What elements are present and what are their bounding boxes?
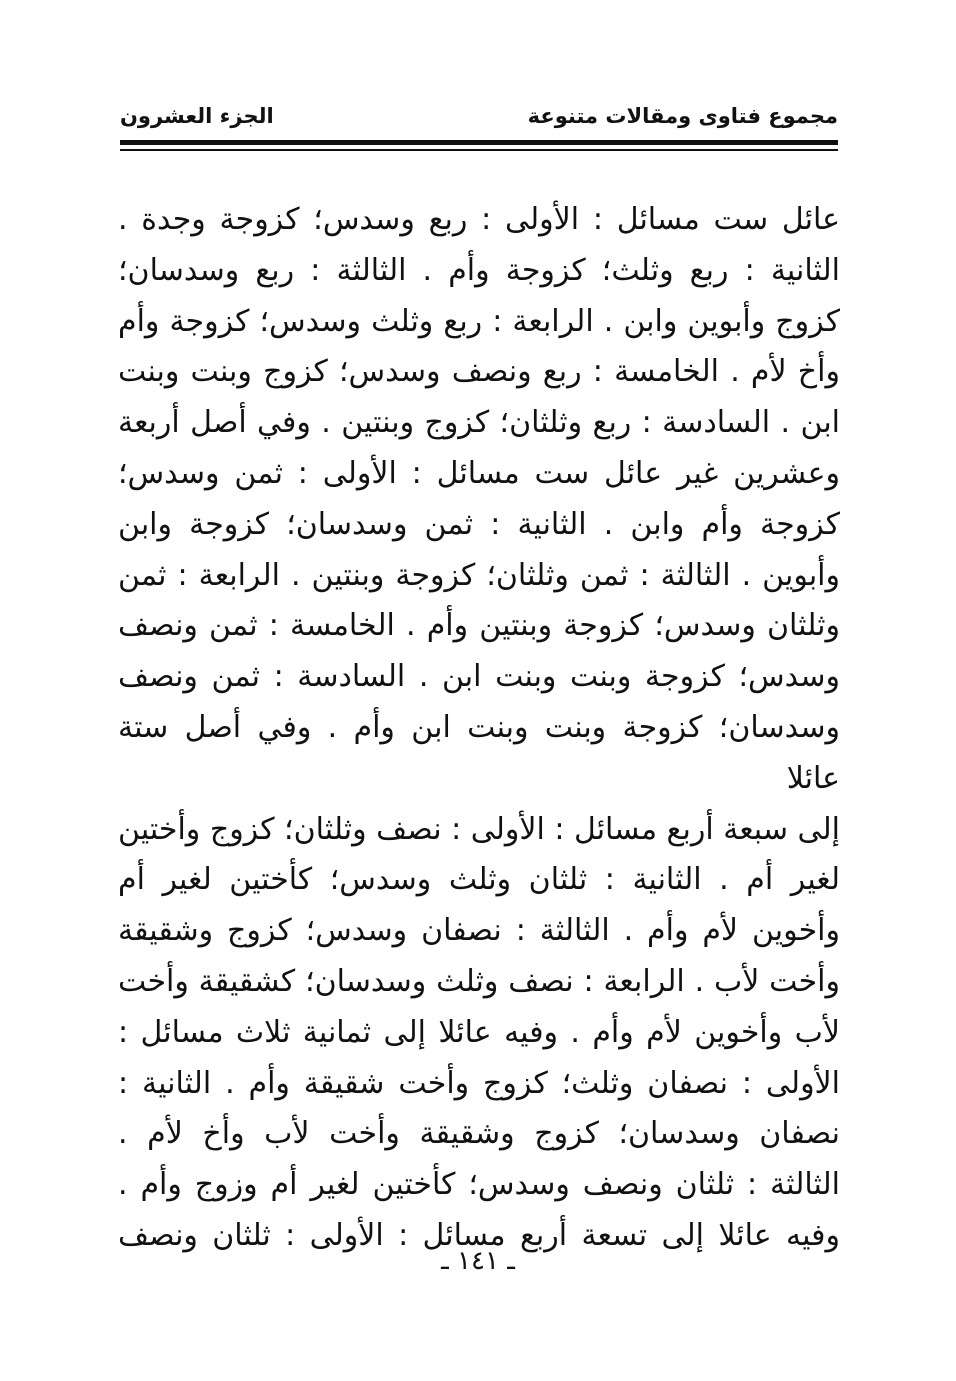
text-line: لغير أم . الثانية : ثلثان وثلث وسدس؛ كأختين لغير أم bbox=[118, 862, 840, 898]
header-rule-thin bbox=[120, 149, 838, 151]
book-title: مجموع فتاوى ومقالات متنوعة bbox=[527, 104, 838, 128]
text-line: عائل ست مسائل : الأولى : ربع وسدس؛ كزوجة وجدة . bbox=[118, 202, 840, 237]
text-line: وثلثان وسدس؛ كزوجة وبنتين وأم . الخامسة : ثمن ونصف bbox=[118, 608, 840, 644]
volume-label: الجزء العشرون bbox=[120, 104, 274, 128]
text-line: وأخوين لأم وأم . الثالثة : نصفان وسدس؛ كزوج وشقيقة bbox=[118, 913, 840, 949]
text-line: الأولى : نصفان وثلث؛ كزوج وأخت شقيقة وأم . الثانية : bbox=[118, 1065, 840, 1101]
text-line: وسدس؛ كزوجة وبنت وبنت ابن . السادسة : ثمن ونصف bbox=[118, 659, 840, 695]
text-line: كزوج وأبوين وابن . الرابعة : ربع وثلث وسدس؛ كزوجة وأم bbox=[118, 303, 840, 339]
body-text bbox=[118, 195, 840, 1262]
header-rule-thick bbox=[120, 140, 838, 145]
text-line: وأبوين . الثالثة : ثمن وثلثان؛ كزوجة وبنتين . الرابعة : ثمن bbox=[118, 557, 840, 593]
text-line: كزوجة وأم وابن . الثانية : ثمن وسدسان؛ كزوجة وابن bbox=[118, 506, 840, 542]
text-line: نصفان وسدسان؛ كزوج وشقيقة وأخت لأب وأخ لأم . bbox=[118, 1116, 840, 1152]
text-line: الثالثة : ثلثان ونصف وسدس؛ كأختين لغير أم وزوج وأم . bbox=[118, 1167, 840, 1203]
text-line: وسدسان؛ كزوجة وبنت وبنت ابن وأم . وفي أصل ستة عائلا bbox=[118, 709, 840, 796]
text-line: لأب وأخوين لأم وأم . وفيه عائلا إلى ثمانية ثلاث مسائل : bbox=[118, 1014, 840, 1050]
text-line: ابن . السادسة : ربع وثلثان؛ كزوج وبنتين . وفي أصل أربعة bbox=[118, 405, 840, 441]
text-line: إلى سبعة أربع مسائل : الأولى : نصف وثلثان؛ كزوج وأختين bbox=[117, 811, 840, 847]
text-line: وأخت لأب . الرابعة : نصف وثلث وسدسان؛ كشقيقة وأخت bbox=[118, 963, 840, 999]
running-header bbox=[120, 96, 838, 136]
text-line: الثانية : ربع وثلث؛ كزوجة وأم . الثالثة : ربع وسدسان؛ bbox=[118, 252, 840, 288]
text-line: وفيه عائلا إلى تسعة أربع مسائل : الأولى : ثلثان ونصف bbox=[118, 1217, 840, 1253]
text-line: وعشرين غير عائل ست مسائل : الأولى : ثمن وسدس؛ bbox=[118, 455, 840, 491]
text-line: وأخ لأم . الخامسة : ربع ونصف وسدس؛ كزوج وبنت وبنت bbox=[118, 354, 840, 390]
page-number: ـ ١٤١ ـ bbox=[441, 1246, 515, 1276]
